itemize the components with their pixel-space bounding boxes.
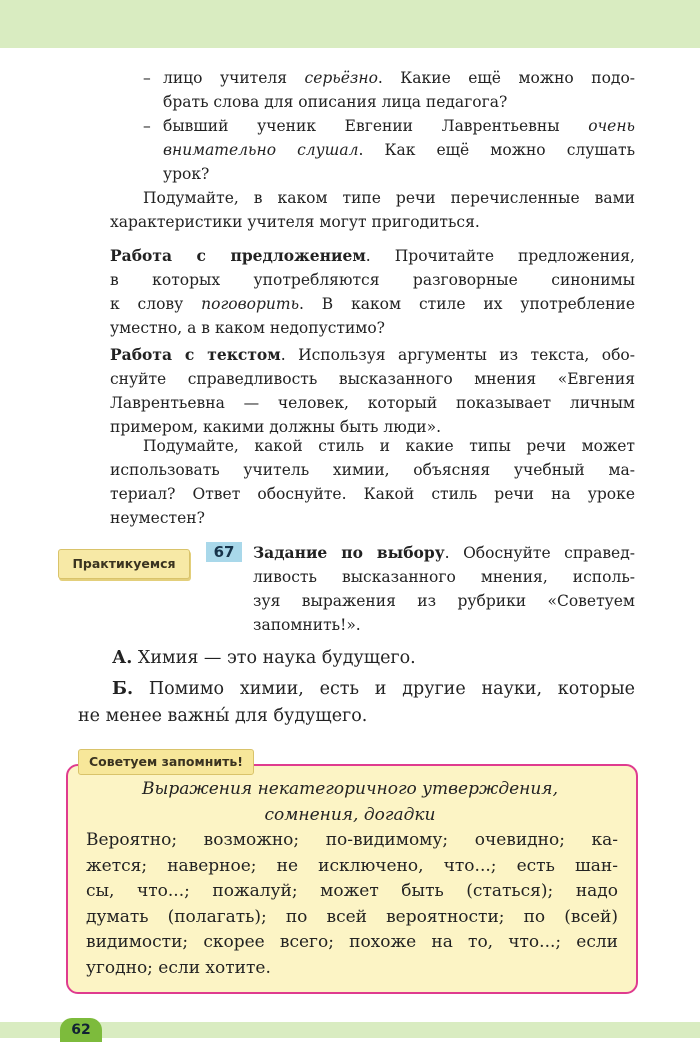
paragraph-chemistry-teacher: Подумайте, какой стиль и какие типы речи может использовать учитель химии, объясняя учебный ма- териал? Ответ обоснуйте. Какой стиль речи на уроке неуместен? xyxy=(110,437,635,527)
task-heading: Задание по выбору xyxy=(253,543,445,562)
list-item-line: брать слова для описания лица педагога? xyxy=(163,93,508,111)
option-a: А. Химия — это наука будущего. xyxy=(112,648,416,668)
task-number: 67 xyxy=(206,542,242,562)
list-item-line: внимательно слушал. Как ещё можно слушать xyxy=(163,141,636,159)
section-heading: Работа с текстом xyxy=(110,345,281,364)
paragraph-speech-types: Подумайте, в каком типе речи перечисленные вами характеристики учителя могут пригодиться. xyxy=(110,189,635,231)
memo-body: Вероятно; возможно; по-видимому; очевидно; ка- жется; наверное; не исключено, что...; есть шан- сы, что...; пожалуй; может быть (статься); надо думать (полагать); по всей вероятности; по (всей) видимости; скорее всего; похоже на то, что...; если угодно; если хотите. xyxy=(86,830,618,978)
practice-label: Практикуемся xyxy=(58,549,190,579)
list-dash: – xyxy=(143,69,151,87)
list-item-line: лицо учителя серьёзно. Какие ещё можно подо- xyxy=(163,69,636,87)
memo-title: Выражения некатегоричного утверждения, сомнения, догадки xyxy=(142,779,558,825)
paragraph-work-text: Работа с текстом. Используя аргументы из текста, обо- снуйте справедливость высказанного мнения «Евгения Лаврентьевна — человек, который показывает личным примером, какими должны быть люди». xyxy=(110,345,636,436)
bottom-color-band xyxy=(0,1022,700,1038)
option-label: А. xyxy=(112,648,133,668)
top-color-band xyxy=(0,0,700,48)
list-item-former-student xyxy=(143,114,635,186)
list-dash: – xyxy=(143,117,151,135)
page-number: 62 xyxy=(60,1018,102,1042)
memo-label: Советуем запомнить! xyxy=(78,749,254,775)
option-b: Б. Помимо химии, есть и другие науки, которые не менее важны́ для будущего. xyxy=(78,679,635,726)
section-heading: Работа с предложением xyxy=(110,246,366,265)
paragraph-work-sentence: Работа с предложением. Прочитайте предложения, в которых употребляются разговорные синонимы к слову поговорить. В каком стиле их употребление уместно, а в каком недопустимо? xyxy=(110,246,635,337)
list-item-line: урок? xyxy=(163,165,210,183)
list-item-line: бывший ученик Евгении Лаврентьевны очень xyxy=(163,117,635,135)
list-item-teacher-face xyxy=(143,66,635,114)
option-label: Б. xyxy=(112,679,134,699)
task-text: Задание по выбору. Обоснуйте справед- ливость высказанного мнения, исполь- зуя выражения из рубрики «Советуем запомнить!». xyxy=(253,543,635,634)
